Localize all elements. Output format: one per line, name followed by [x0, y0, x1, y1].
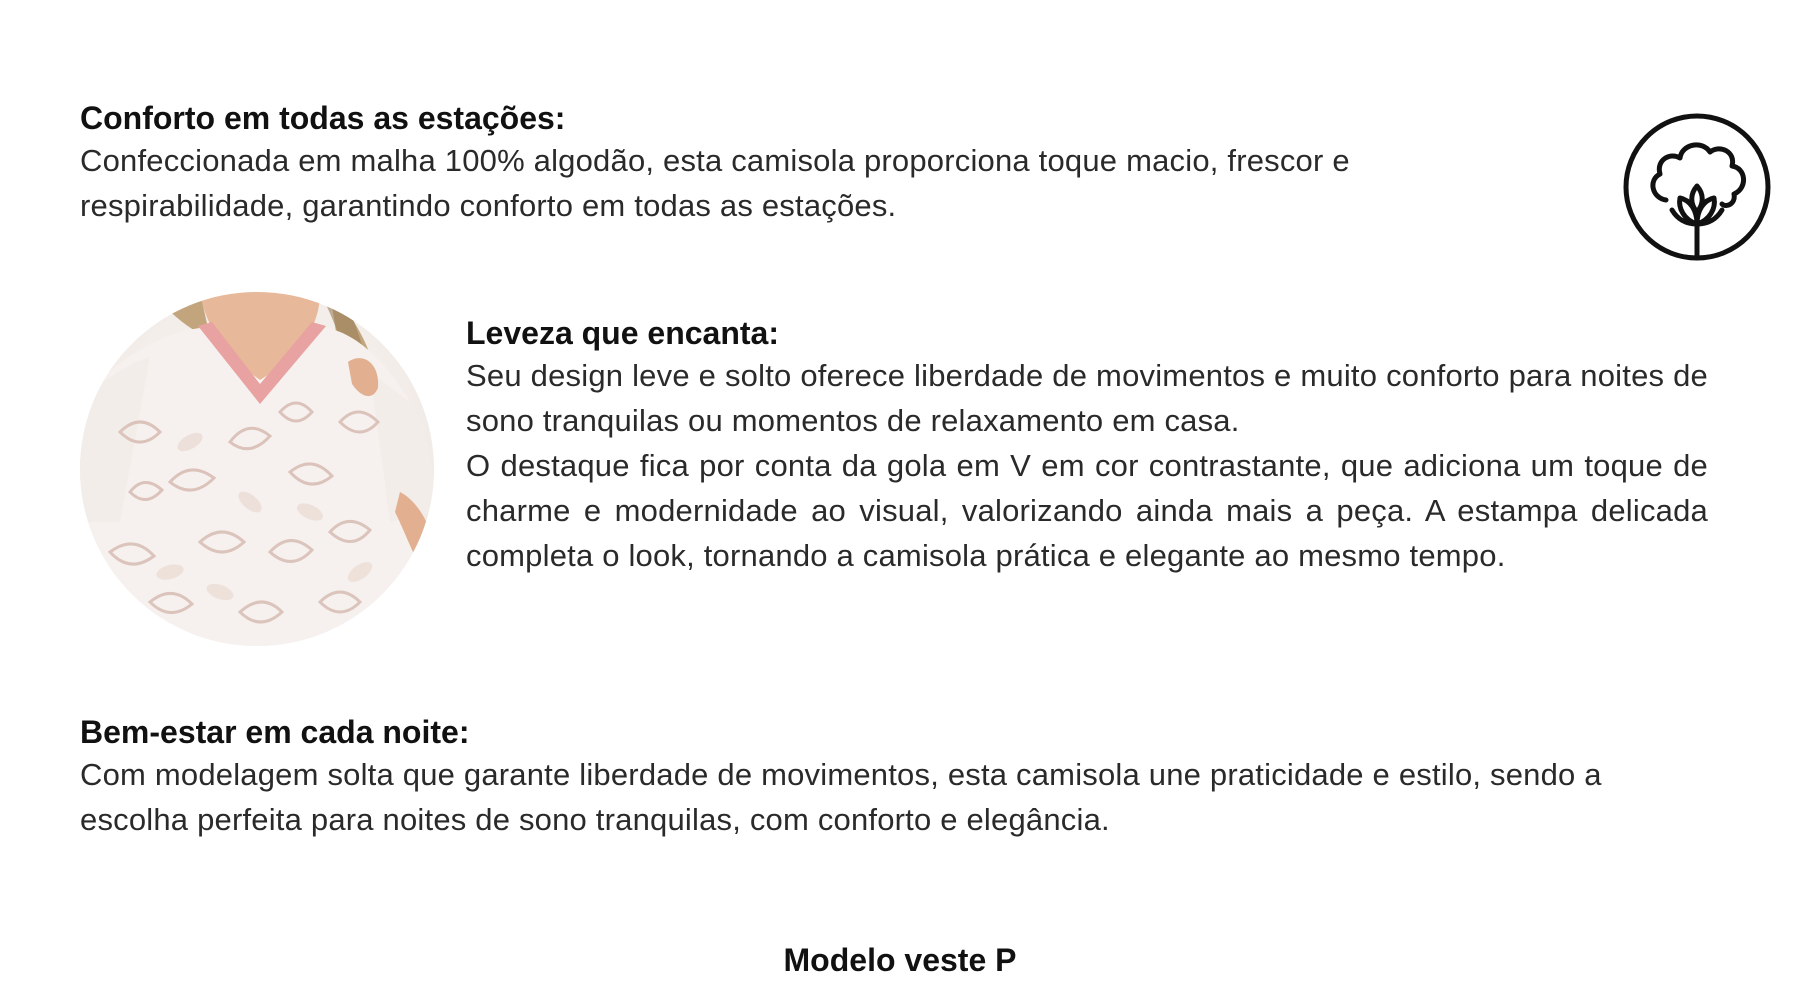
- heading-bem-estar: Bem-estar em cada noite:: [80, 714, 470, 750]
- cotton-icon: [1622, 112, 1772, 262]
- model-size-note: Modelo veste P: [783, 942, 1017, 978]
- text-leveza-2: O destaque fica por conta da gola em V em cor contrastante, que adiciona um toque de charme e modernidade ao visual, valorizando ainda mais a peça. A estampa delicada completa o look, tornando a camisola prática e elegante ao mesmo tempo.: [466, 448, 1708, 573]
- text-bem-estar: Com modelagem solta que garante liberdade de movimentos, esta camisola une praticidade e estilo, sendo a escolha perfeita para noites de sono tranquilas, com conforto e elegância.: [80, 757, 1602, 837]
- section-bem-estar: [80, 712, 1660, 842]
- heading-conforto: Conforto em todas as estações:: [80, 100, 566, 136]
- section-leveza: [466, 313, 1708, 578]
- section-conforto: [80, 98, 1560, 228]
- heading-leveza: Leveza que encanta:: [466, 315, 779, 351]
- text-leveza-1: Seu design leve e solto oferece liberdade de movimentos e muito conforto para noites de sono tranquilas ou momentos de relaxamento em casa.: [466, 358, 1708, 438]
- product-photo: [80, 292, 434, 646]
- text-conforto: Confeccionada em malha 100% algodão, esta camisola proporciona toque macio, frescor e respirabilidade, garantindo conforto em todas as estações.: [80, 143, 1350, 223]
